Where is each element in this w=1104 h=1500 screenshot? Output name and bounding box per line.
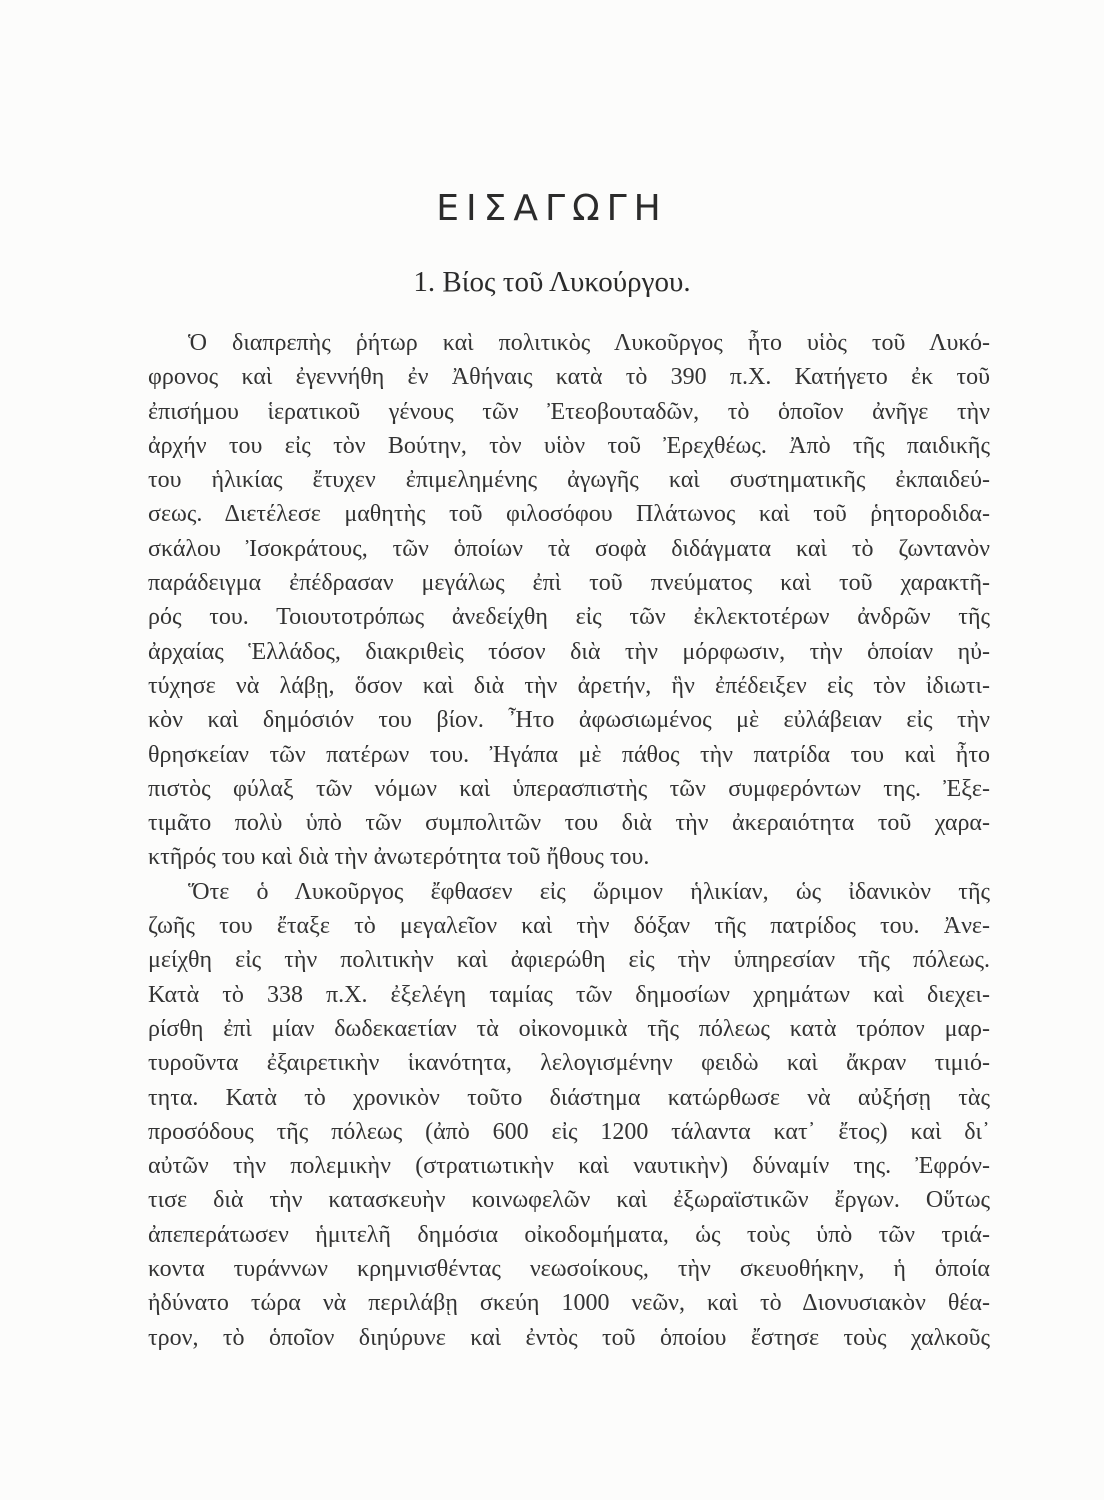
text-line: τισε διὰ τὴν κατασκευὴν κοινωφελῶν καὶ ἐξωραϊστικῶν ἔργων. Οὕτως	[148, 1187, 990, 1214]
text-line: ἐπισήμου ἱερατικοῦ γένους τῶν Ἐτεοβουταδῶν, τὸ ὁποῖον ἀνῆγε τὴν	[148, 398, 990, 425]
text-line: τυροῦντα ἐξαιρετικὴν ἱκανότητα, λελογισμένην φειδὼ καὶ ἄκραν τιμιό-	[148, 1050, 990, 1077]
text-line: κτῆρός του καὶ διὰ τὴν ἀνωτερότητα τοῦ ἤθους του.	[148, 844, 650, 871]
text-line: κοντα τυράννων κρημνισθέντας νεωσοίκους, τὴν σκευοθήκην, ἡ ὁποία	[148, 1256, 990, 1283]
text-line: ρίσθη ἐπὶ μίαν δωδεκαετίαν τὰ οἰκονομικὰ τῆς πόλεως κατὰ τρόπον μαρ-	[148, 1015, 990, 1042]
text-line: τητα. Κατὰ τὸ χρονικὸν τοῦτο διάστημα κατώρθωσε νὰ αὐξήσῃ τὰς	[148, 1084, 990, 1111]
text-line: Κατὰ τὸ 338 π.Χ. ἐξελέγη ταμίας τῶν δημοσίων χρημάτων καὶ διεχει-	[148, 981, 990, 1008]
text-line: παράδειγμα ἐπέδρασαν μεγάλως ἐπὶ τοῦ πνεύματος καὶ τοῦ χαρακτῆ-	[148, 570, 990, 597]
text-line: Ὁ διαπρεπὴς ῥήτωρ καὶ πολιτικὸς Λυκοῦργος ἦτο υἱὸς τοῦ Λυκό-	[188, 330, 990, 356]
text-line: ἀρχήν του εἰς τὸν Βούτην, τὸν υἱὸν τοῦ Ἐρεχθέως. Ἀπὸ τῆς παιδικῆς	[148, 432, 990, 459]
text-line: ἀρχαίας Ἑλλάδος, διακριθεὶς τόσον διὰ τὴν μόρφωσιν, τὴν ὁποίαν ηὐ-	[148, 638, 990, 665]
text-line: φρονος καὶ ἐγεννήθη ἐν Ἀθήναις κατὰ τὸ 390 π.Χ. Κατήγετο ἐκ τοῦ	[148, 364, 990, 391]
body-text	[148, 326, 990, 1355]
chapter-title: ΕΙΣΑΓΩΓΗ	[436, 188, 668, 229]
text-line: ρός του. Τοιουτοτρόπως ἀνεδείχθη εἰς τῶν ἐκλεκτοτέρων ἀνδρῶν τῆς	[148, 604, 990, 631]
text-line: πιστὸς φύλαξ τῶν νόμων καὶ ὑπερασπιστὴς τῶν συμφερόντων της. Ἐξε-	[148, 775, 990, 802]
text-line: Ὅτε ὁ Λυκοῦργος ἔφθασεν εἰς ὥριμον ἡλικίαν, ὡς ἰδανικὸν τῆς	[188, 878, 990, 905]
section-title: 1. Βίος τοῦ Λυκούργου.	[413, 266, 691, 298]
text-line: τιμᾶτο πολὺ ὑπὸ τῶν συμπολιτῶν του διὰ τὴν ἀκεραιότητα τοῦ χαρα-	[148, 810, 990, 837]
text-line: τρον, τὸ ὁποῖον διηύρυνε καὶ ἐντὸς τοῦ ὁποίου ἔστησε τοὺς χαλκοῦς	[148, 1324, 990, 1351]
text-line: ἠδύνατο τώρα νὰ περιλάβῃ σκεύη 1000 νεῶν, καὶ τὸ Διονυσιακὸν θέα-	[148, 1290, 990, 1317]
text-line: του ἡλικίας ἔτυχεν ἐπιμελημένης ἀγωγῆς καὶ συστηματικῆς ἐκπαιδεύ-	[148, 467, 990, 494]
paragraph	[148, 326, 990, 875]
text-line: κὸν καὶ δημόσιόν του βίον. Ἦτο ἀφωσιωμένος μὲ εὐλάβειαν εἰς τὴν	[148, 707, 990, 734]
text-line: σκάλου Ἰσοκράτους, τῶν ὁποίων τὰ σοφὰ διδάγματα καὶ τὸ ζωντανὸν	[148, 535, 990, 562]
paragraph	[148, 875, 990, 1355]
text-line: θρησκείαν τῶν πατέρων του. Ἠγάπα μὲ πάθος τὴν πατρίδα του καὶ ἦτο	[148, 741, 990, 768]
text-line: σεως. Διετέλεσε μαθητὴς τοῦ φιλοσόφου Πλάτωνος καὶ τοῦ ῥητοροδιδα-	[148, 501, 990, 528]
text-line: αὐτῶν τὴν πολεμικὴν (στρατιωτικὴν καὶ ναυτικὴν) δύναμίν της. Ἐφρόν-	[148, 1153, 990, 1180]
text-line: προσόδους τῆς πόλεως (ἀπὸ 600 εἰς 1200 τάλαντα κατ᾽ ἔτος) καὶ δι᾽	[148, 1118, 990, 1145]
text-line: ζωῆς του ἔταξε τὸ μεγαλεῖον καὶ τὴν δόξαν τῆς πατρίδος του. Ἀνε-	[148, 913, 990, 940]
text-line: ἀπεπεράτωσεν ἡμιτελῆ δημόσια οἰκοδομήματα, ὡς τοὺς ὑπὸ τῶν τριά-	[148, 1221, 990, 1248]
text-line: μείχθη εἰς τὴν πολιτικὴν καὶ ἀφιερώθη εἰς τὴν ὑπηρεσίαν τῆς πόλεως.	[148, 947, 990, 974]
text-line: τύχησε νὰ λάβῃ, ὅσον καὶ διὰ τὴν ἀρετήν, ἣν ἐπέδειξεν εἰς τὸν ἰδιωτι-	[148, 672, 990, 699]
